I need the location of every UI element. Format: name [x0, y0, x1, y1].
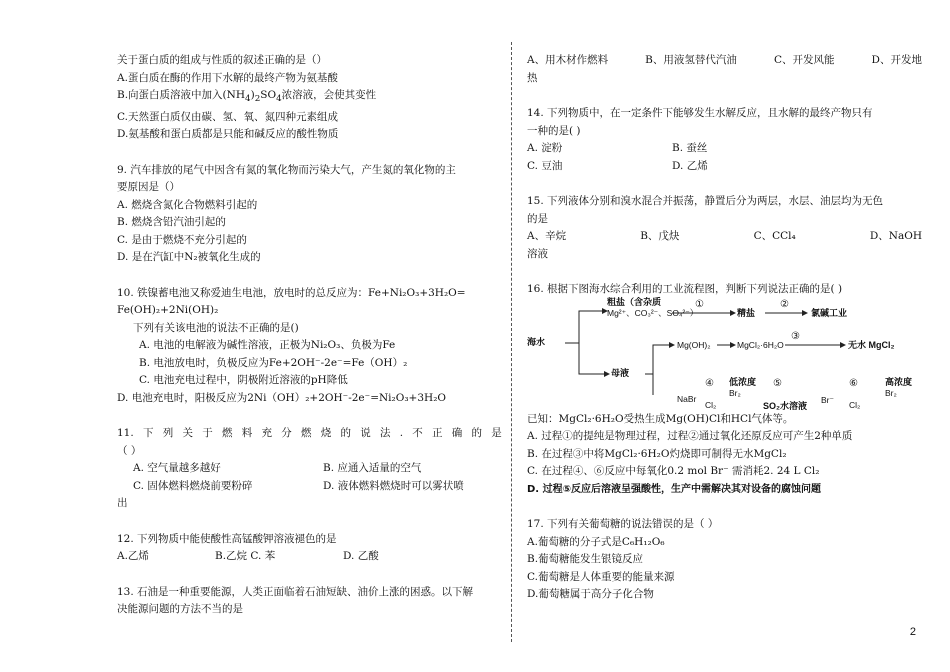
option-d: D、开发地 — [871, 54, 922, 66]
option-c: C.葡萄糖是人体重要的能量来源 — [527, 570, 675, 583]
option-c: C. 固体燃料燃烧前要粉碎 — [133, 479, 253, 492]
option-a: A.蛋白质在酶的作用下水解的最终产物为氨基酸 — [117, 71, 338, 84]
option-d: D. 是在汽缸中N₂被氧化生成的 — [117, 251, 261, 264]
options-row — [527, 52, 922, 70]
question-stem-cont: 的是 — [527, 212, 548, 225]
option-d-cont: 热 — [527, 71, 538, 84]
question-14 — [527, 105, 922, 175]
option-d: D.葡萄糖属于高分子化合物 — [527, 588, 654, 600]
low-conc-label: 低浓度 — [729, 376, 757, 387]
option-c: C. 在过程④、⑥反应中每氧化0.2 mol Br⁻ 需消耗2. 24 L Cl₂ — [527, 465, 820, 477]
question-16 — [527, 281, 922, 498]
option-b: B.向蛋白质溶液中加入$(NH_4)_2SO_4$浓溶液，会使其变性 — [117, 89, 377, 105]
page-number: 2 — [909, 626, 916, 638]
question-stem-cont: 要原因是（） — [117, 181, 180, 194]
chlorine-b-label: Cl₂ — [849, 399, 861, 410]
question-15 — [527, 193, 922, 263]
option-b: B、戊炔 — [640, 230, 680, 242]
options-row — [117, 548, 502, 566]
bromide-ion-label: Br⁻ — [821, 394, 834, 405]
question-stem: 关于蛋白质的组成与性质的叙述正确的是（） — [117, 54, 327, 66]
high-conc-label: 高浓度 — [885, 376, 913, 387]
option-a: A. 淀粉 — [527, 142, 563, 154]
question-9 — [117, 162, 502, 267]
question-13-options — [527, 52, 922, 87]
step-2-label: ② — [780, 298, 789, 310]
option-d: D、NaOH — [869, 230, 922, 242]
question-stem-cont: Fe(OH)₂+2Ni(OH)₂ — [117, 304, 219, 317]
impurities-label: Mg²⁺、CO₃²⁻、SO₄²⁻） — [607, 307, 699, 318]
option-b: B.葡萄糖能发生银镜反应 — [527, 553, 644, 565]
question-stem: 15. 下列液体分别和溴水混合并振荡，静置后分为两层，水层、油层均为无色 — [527, 195, 884, 207]
seawater-flowchart — [527, 296, 922, 411]
bromine-b-label: Br₂ — [885, 387, 897, 398]
question-stem-cont: 一种的是( ) — [527, 124, 581, 137]
question-stem: 11. 下 列 关 于 燃 料 充 分 燃 烧 的 说 法 . 不 正 确 的 是 — [117, 427, 502, 440]
option-d-cont: 溶液 — [527, 247, 548, 260]
question-subprompt: 下列有关该电池的说法不正确的是() — [133, 321, 299, 334]
option-c: C. 电池充电过程中，阴极附近溶液的pH降低 — [139, 374, 348, 387]
nabr-label: NaBr — [677, 393, 697, 404]
option-b: B. 蚕丝 — [672, 142, 708, 154]
step-3-label: ③ — [791, 330, 800, 342]
seawater-label: 海水 — [527, 336, 546, 347]
option-a: A. 过程①的提纯是物理过程，过程②通过氧化还原反应可产生2种单质 — [527, 430, 853, 442]
option-d: D.氨基酸和蛋白质都是只能和碱反应的酸性物质 — [117, 128, 339, 141]
question-12 — [117, 531, 502, 566]
option-b: B. 应通入适量的空气 — [323, 462, 422, 475]
question-7 — [117, 52, 502, 144]
chlor-alkali-label: 氯碱工业 — [811, 307, 848, 318]
step-1-label: ① — [695, 298, 704, 310]
left-column — [117, 52, 502, 619]
options-row — [527, 228, 922, 246]
option-a: A. 电池的电解液为碱性溶液，正极为Ni₂O₃、负极为Fe — [139, 339, 396, 352]
option-a: A.乙烯 — [117, 550, 149, 563]
options-row-2 — [527, 158, 922, 176]
question-stem: 14. 下列物质中，在一定条件下能够发生水解反应，且水解的最终产物只有 — [527, 107, 873, 119]
question-13 — [117, 584, 502, 619]
option-c: C、开发风能 — [773, 54, 835, 66]
so2-solution-label: SO₂水溶液 — [763, 400, 808, 411]
question-11 — [117, 425, 502, 513]
question-stem: 10. 铁镍蓄电池又称爱迪生电池，放电时的总反应为：Fe+Ni₂O₃+3H₂O= — [117, 286, 466, 299]
chlorine-a-label: Cl₂ — [705, 399, 717, 410]
question-stem: 17. 下列有关葡萄糖的说法错误的是（ ） — [527, 518, 719, 530]
question-10 — [117, 285, 502, 408]
option-d-cont: 出 — [117, 497, 128, 510]
known-note: 已知：MgCl₂·6H₂O受热生成Mg(OH)Cl和HCl气体等。 — [527, 412, 794, 425]
question-stem: 9. 汽车排放的尾气中因含有氮的氧化物而污染大气，产生氮的氧化物的主 — [117, 163, 456, 176]
options-row-2 — [117, 478, 502, 496]
option-a: A. 燃烧含氮化合物燃料引起的 — [117, 198, 258, 211]
option-b: B. 在过程③中将MgCl₂·6H₂O灼烧即可制得无水MgCl₂ — [527, 447, 787, 460]
question-stem: 13. 石油是一种重要能源，人类正面临着石油短缺、油价上涨的困惑。以下解 — [117, 585, 474, 598]
option-a: A.葡萄糖的分子式是C₆H₁₂O₆ — [527, 535, 665, 548]
option-d: D. 乙酸 — [343, 550, 379, 563]
mother-liquor-label: 母液 — [611, 367, 630, 378]
step-5-label: ⑤ — [773, 377, 782, 389]
option-b: B、用液氢替代汽油 — [645, 54, 737, 66]
bromine-a-label: Br₂ — [729, 387, 741, 398]
anhydrous-mgcl2-label: 无水 MgCl₂ — [848, 339, 895, 350]
answer-paren: （ ） — [117, 444, 142, 457]
mgcl2-hydrate-label: MgCl₂·6H₂O — [737, 339, 784, 350]
crude-salt-label: 粗盐（含杂质 — [607, 296, 662, 307]
option-d: D. 过程⑤反应后溶液呈强酸性，生产中需解决其对设备的腐蚀问题 — [527, 483, 822, 495]
option-a: A、辛烷 — [527, 230, 567, 242]
option-b: B. 电池放电时，负极反应为Fe+2OH⁻-2e⁻=Fe（OH）₂ — [139, 356, 408, 369]
question-stem: 12. 下列物质中能使酸性高锰酸钾溶液褪色的是 — [117, 532, 337, 545]
option-d: D. 液体燃料燃烧时可以雾状喷 — [323, 479, 464, 492]
option-a: A. 空气量越多越好 — [133, 462, 221, 475]
column-divider — [511, 42, 512, 642]
option-c: C.天然蛋白质仅由碳、氢、氧、氮四种元素组成 — [117, 110, 338, 123]
option-a: A、用木材作燃料 — [527, 54, 609, 66]
question-stem: 16. 根据下图海水综合利用的工业流程图，判断下列说法正确的是( ) — [527, 283, 843, 295]
option-c: C、CCl₄ — [753, 230, 796, 242]
question-17 — [527, 516, 922, 604]
right-column — [527, 52, 922, 604]
options-row-1 — [117, 460, 502, 478]
option-b: B. 燃烧含铅汽油引起的 — [117, 216, 226, 229]
option-d: D. 电池充电时，阳极反应为2Ni（OH）₂+2OH⁻-2e⁻=Ni₂O₃+3H₂O — [117, 391, 447, 404]
refined-salt-label: 精盐 — [737, 307, 756, 318]
option-d: D. 乙烯 — [672, 159, 708, 172]
step-4-label: ④ — [705, 377, 714, 389]
question-stem-cont: 决能源问题的方法不当的是 — [117, 603, 243, 616]
options-row-1 — [527, 140, 922, 158]
mg-hydroxide-label: Mg(OH)₂ — [677, 339, 711, 350]
option-c: C. 是由于燃烧不充分引起的 — [117, 233, 247, 246]
option-c: C. 豆油 — [527, 159, 563, 172]
step-6-label: ⑥ — [849, 377, 858, 389]
option-bc: B.乙烷 C. 苯 — [215, 550, 276, 563]
